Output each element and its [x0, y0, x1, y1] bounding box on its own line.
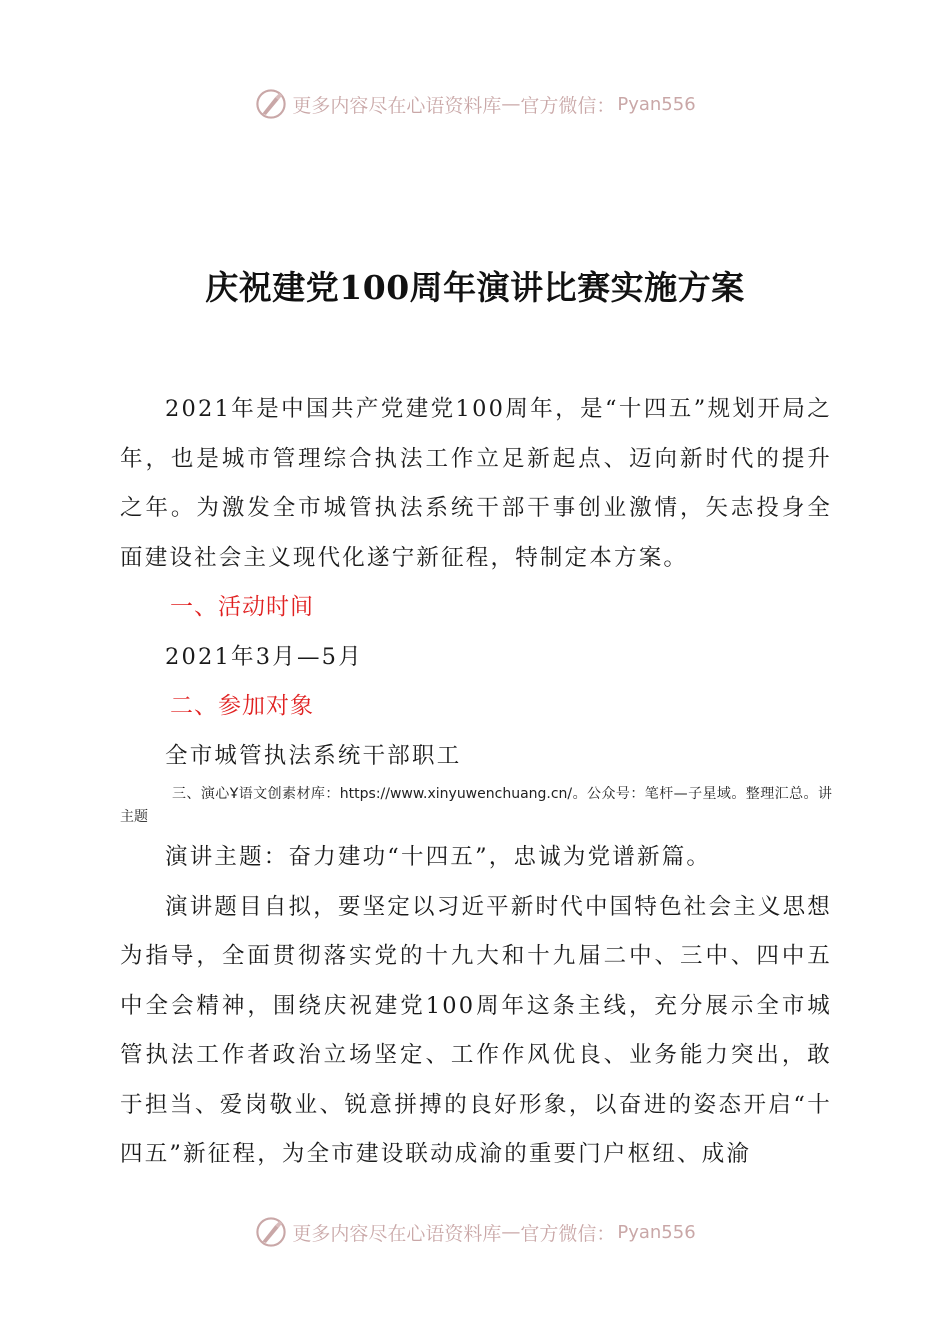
section-note-source: 三、演心Ұ语文创素材库：https://www.xinyuwenchuang.cn/。公众号：笔杆—子星域。整理汇总。讲主题	[120, 786, 832, 825]
section-body-time: 2021年3月—5月	[165, 643, 363, 670]
watermark-separator: —	[501, 1221, 521, 1243]
theme-paragraph: 演讲主题：奋力建功“十四五”，忠诚为党谱新篇。	[165, 844, 712, 870]
intro-paragraph: 2021年是中国共产党建党100周年，是“十四五”规划开局之年，也是城市管理综合执法工作立足新起点、迈向新时代的提升之年。为激发全市城管执法系统干部干事创业激情，矢志投身全面建设社会主义现代化遂宁新征程，特制定本方案。	[120, 396, 832, 571]
watermark-header	[0, 82, 950, 126]
watermark-account: Pyan556	[617, 1221, 696, 1243]
watermark-footer	[0, 1210, 950, 1254]
pen-nib-icon	[254, 87, 288, 121]
topic-paragraph: 演讲题目自拟，要坚定以习近平新时代中国特色社会主义思想为指导，全面贯彻落实党的十九大和十九届二中、三中、四中五中全会精神，围绕庆祝建党100周年这条主线，充分展示全市城管执法工作者政治立场坚定、工作作风优良、业务能力突出，敢于担当、爱岗敬业、锐意拼搏的良好形象，以奋进的姿态开启“十四五”新征程，为全市建设联动成渝的重要门户枢纽、成渝	[120, 893, 832, 1167]
watermark-wechat-label: 官方微信：	[520, 94, 616, 117]
watermark-separator: —	[501, 93, 521, 115]
watermark-text: 更多内容尽在心语资料库	[292, 94, 502, 117]
section-heading-participants: 二、参加对象	[170, 693, 314, 719]
watermark-text: 更多内容尽在心语资料库	[292, 1222, 502, 1245]
document-title: 庆祝建党100周年演讲比赛实施方案	[205, 268, 745, 307]
section-body-participants: 全市城管执法系统干部职工	[165, 742, 462, 769]
watermark-wechat-label: 官方微信：	[520, 1222, 616, 1245]
section-heading-time: 一、活动时间	[170, 594, 314, 620]
pen-nib-icon	[254, 1215, 288, 1249]
watermark-account: Pyan556	[617, 93, 696, 115]
document-body	[120, 385, 832, 1180]
